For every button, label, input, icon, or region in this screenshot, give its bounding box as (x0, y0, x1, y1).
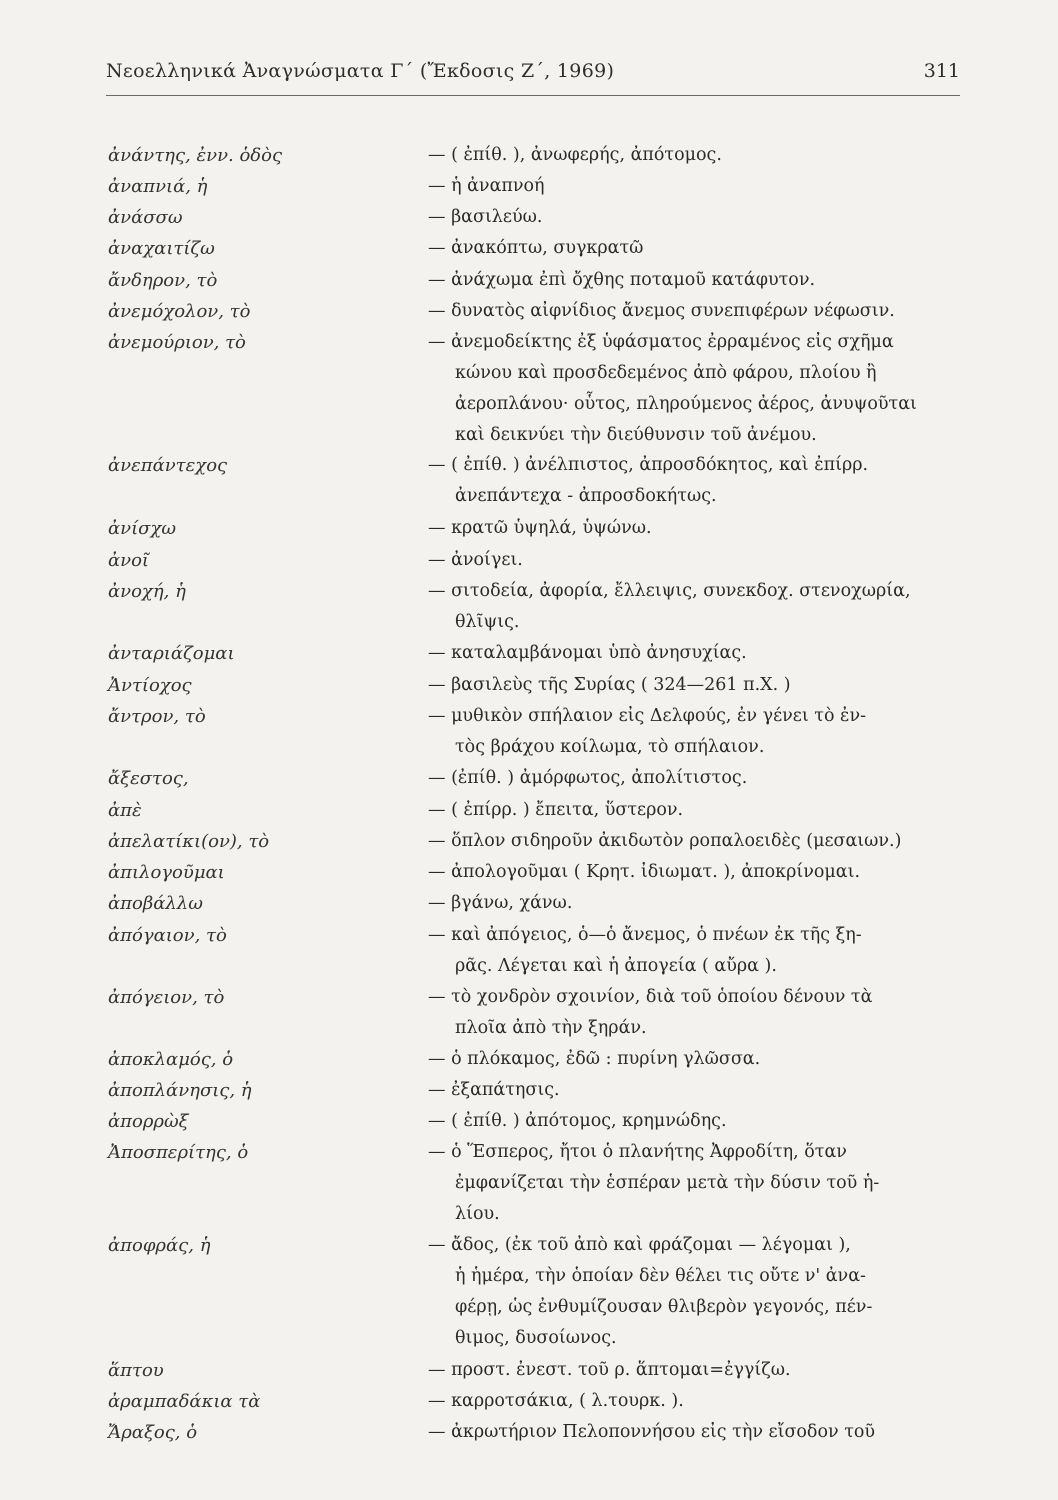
entry-definition: — ( ἐπίθ. ) ἀπότομος, κρημνώδης. (428, 1111, 727, 1131)
header-title: Νεοελληνικά Ἀναγνώσματα Γ΄ (Ἔκδοσις Ζ΄, 1969) (106, 60, 615, 82)
entry-definition: — ὁ πλόκαμος, ἐδῶ : πυρίνη γλῶσσα. (428, 1049, 761, 1069)
entry-term: ἀνοχή, ἡ (108, 581, 186, 602)
entry-definition: — ( ἐπίρρ. ) ἔπειτα, ὕστερον. (428, 800, 684, 820)
entry-term: ἀναχαιτίζω (108, 238, 215, 259)
entry-definition: — ὅπλον σιδηροῦν ἀκιδωτὸν ροπαλοειδὲς (μεσαιων.) (428, 831, 902, 851)
entry-term: ἀποφράς, ἡ (108, 1235, 211, 1256)
entry-term: Ἀποσπερίτης, ὁ (108, 1142, 249, 1163)
entry-term: ἀποκλαμός, ὁ (108, 1049, 234, 1070)
entry-term: ἀνοῖ (108, 550, 149, 571)
entry-definition: — μυθικὸν σπήλαιον εἰς Δελφούς, ἐν γένει τὸ ἐν- τὸς βράχου κοίλωμα, τὸ σπήλαιον. (428, 706, 866, 757)
entry-term: ἄντρον, τὸ (108, 706, 206, 727)
entry-term: ἀνεπάντεχος (108, 455, 228, 476)
entry-term: ἀνάντης, ἐνν. ὁδὸς (108, 145, 283, 166)
entry-term: ἀπορρὼξ (108, 1111, 189, 1132)
entry-definition: — ὁ Ἕσπερος, ἤτοι ὁ πλανήτης Ἀφροδίτη, ὅταν ἐμφανίζεται τὴν ἑσπέραν μετὰ τὴν δύσιν τοῦ ἡ- λίου. (428, 1142, 880, 1224)
entry-term: ἀπιλογοῦμαι (108, 862, 225, 883)
entry-term: ἄνδηρον, τὸ (108, 270, 218, 291)
entry-term: ἀπόγειον, τὸ (108, 987, 225, 1008)
entry-definition: — ἀπολογοῦμαι ( Κρητ. ἰδιωματ. ), ἀποκρίνομαι. (428, 862, 861, 882)
entry-definition: — καταλαμβάνομαι ὑπὸ ἀνησυχίας. (428, 643, 747, 663)
entry-definition: — δυνατὸς αἰφνίδιος ἄνεμος συνεπιφέρων νέφωσιν. (428, 301, 895, 321)
entry-definition: — βασιλεὺς τῆς Συρίας ( 324—261 π.Χ. ) (428, 675, 791, 695)
entry-definition: — ( ἐπίθ. ), ἀνωφερής, ἀπότομος. (428, 145, 722, 165)
entry-definition: — ἐξαπάτησις. (428, 1080, 560, 1100)
entry-term: ἀπόγαιον, τὸ (108, 925, 227, 946)
entry-term: ἀπελατίκι(ον), τὸ (108, 831, 270, 852)
entry-definition: — σιτοδεία, ἀφορία, ἔλλειψις, συνεκδοχ. στενοχωρία, θλῖψις. (428, 581, 911, 632)
entry-definition: — ἡ ἀναπνοή (428, 176, 545, 196)
entry-definition: — καὶ ἀπόγειος, ὁ—ὁ ἄνεμος, ὁ πνέων ἐκ τῆς ξη- ρᾶς. Λέγεται καὶ ἡ ἀπογεία ( αὔρα ). (428, 925, 862, 976)
entry-term: ἄξεστος, (108, 768, 189, 789)
entry-term: ἀνάσσω (108, 207, 183, 228)
entry-term: ἀνταριάζομαι (108, 643, 235, 664)
entry-term: ἀναπνιά, ἡ (108, 176, 208, 197)
entry-term: ἀραμπαδάκια τὰ (108, 1391, 261, 1412)
entry-definition: — κρατῶ ὑψηλά, ὑψώνω. (428, 518, 652, 538)
entry-definition: — ἄδος, (ἐκ τοῦ ἀπὸ καὶ φράζομαι — λέγομαι ), ἡ ἡμέρα, τὴν ὁποίαν δὲν θέλει τις οὔτε ν' ἀνα- φέρῃ, ὡς ἐνθυμίζουσαν θλιβερὸν γεγονός, πέν- θιμος, δυσοίωνος. (428, 1235, 873, 1348)
entry-definition: — ἀνοίγει. (428, 550, 523, 570)
entry-term: Ἀντίοχος (108, 675, 192, 696)
entry-term: Ἄραξος, ὁ (108, 1422, 198, 1443)
entry-definition: — ἀνεμοδείκτης ἐξ ὑφάσματος ἐρραμένος εἰς σχῆμα κώνου καὶ προσδεδεμένος ἀπὸ φάρου, πλοίου ἢ ἀεροπλάνου· οὗτος, πληρούμενος ἀέρος, ἀνυψοῦται καὶ δεικνύει τὴν διεύθυνσιν τοῦ ἀνέμου. (428, 332, 917, 445)
entry-term: ἀποπλάνησις, ἡ (108, 1080, 252, 1101)
entry-definition: — βγάνω, χάνω. (428, 893, 573, 913)
entry-definition: — ἀκρωτήριον Πελοποννήσου εἰς τὴν εἴσοδον τοῦ (428, 1422, 876, 1442)
entry-term: ἅπτου (108, 1360, 164, 1381)
entry-term: ἀπὲ (108, 800, 142, 821)
entry-definition: — ( ἐπίθ. ) ἀνέλπιστος, ἀπροσδόκητος, καὶ ἐπίρρ. ἀνεπάντεχα - ἀπροσδοκήτως. (428, 455, 869, 506)
entry-definition: — καρροτσάκια, ( λ.τουρκ. ). (428, 1391, 684, 1411)
entry-term: ἀνεμούριον, τὸ (108, 332, 246, 353)
entry-definition: — ἀνακόπτω, συγκρατῶ (428, 238, 644, 258)
entry-term: ἀποβάλλω (108, 893, 203, 914)
entry-definition: — τὸ χονδρὸν σχοινίον, διὰ τοῦ ὁποίου δένουν τὰ πλοῖα ἀπὸ τὴν ξηράν. (428, 987, 873, 1038)
entry-definition: — προστ. ἐνεστ. τοῦ ρ. ἅπτομαι=ἐγγίζω. (428, 1360, 791, 1380)
entry-definition: — ἀνάχωμα ἐπὶ ὄχθης ποταμοῦ κατάφυτον. (428, 270, 816, 290)
entry-term: ἀνεμόχολον, τὸ (108, 301, 251, 322)
page-number: 311 (923, 60, 960, 82)
entry-term: ἀνίσχω (108, 518, 177, 539)
entry-definition: — βασιλεύω. (428, 207, 543, 227)
entry-definition: — (ἐπίθ. ) ἀμόρφωτος, ἀπολίτιστος. (428, 768, 748, 788)
